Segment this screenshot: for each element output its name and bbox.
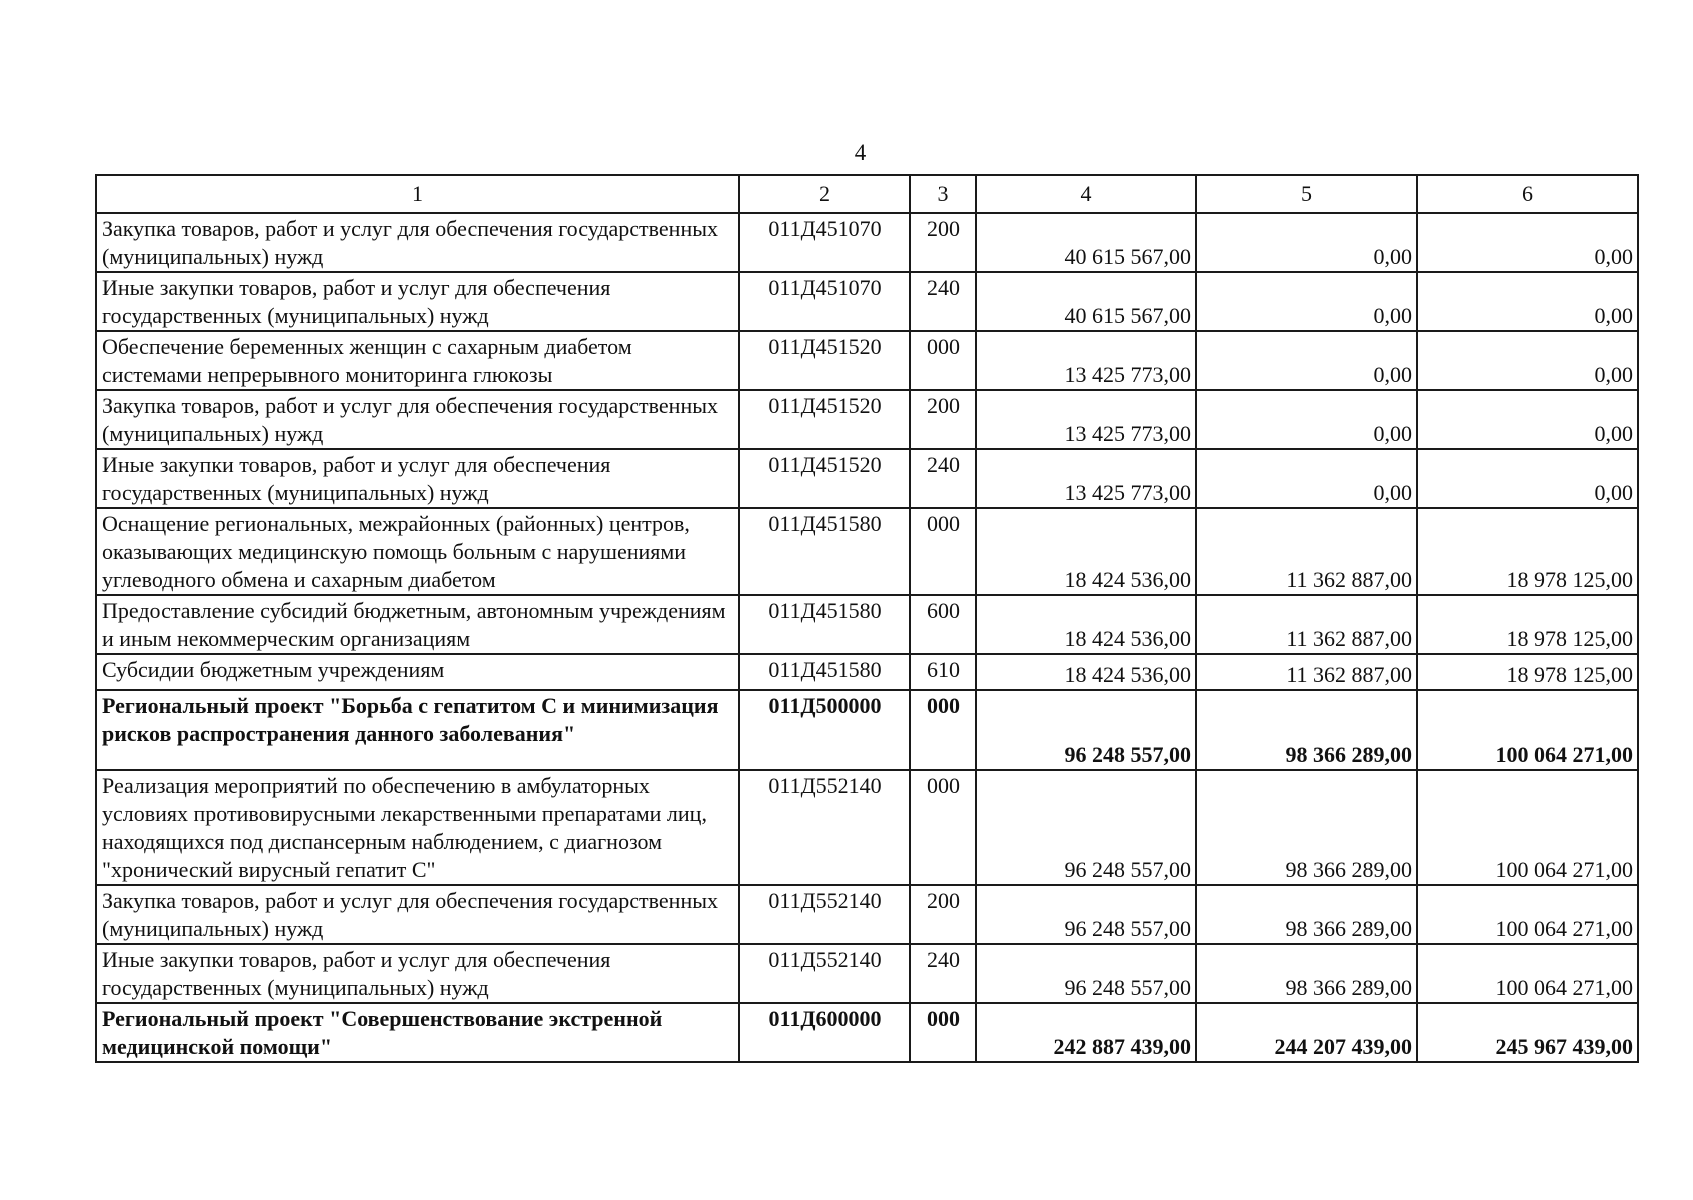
- row-expense-type: 000: [910, 690, 976, 770]
- row-expense-type: 600: [910, 595, 976, 654]
- row-amount-col4: 18 424 536,00: [976, 595, 1196, 654]
- row-name: Закупка товаров, работ и услуг для обеспечения государственных (муниципальных) нужд: [96, 213, 739, 272]
- row-code: 011Д500000: [739, 690, 910, 770]
- row-expense-type: 200: [910, 213, 976, 272]
- table-row: [96, 449, 1638, 508]
- header-cell-2: 2: [739, 175, 910, 213]
- row-amount-col6: 0,00: [1417, 213, 1638, 272]
- row-amount-col4: 13 425 773,00: [976, 449, 1196, 508]
- table-row: [96, 213, 1638, 272]
- row-expense-type: 200: [910, 390, 976, 449]
- row-code: 011Д552140: [739, 885, 910, 944]
- row-amount-col4: 18 424 536,00: [976, 654, 1196, 690]
- row-amount-col5: 0,00: [1196, 390, 1417, 449]
- row-amount-col5: 98 366 289,00: [1196, 770, 1417, 885]
- table-row: [96, 770, 1638, 885]
- row-amount-col4: 96 248 557,00: [976, 885, 1196, 944]
- row-amount-col5: 244 207 439,00: [1196, 1003, 1417, 1062]
- row-amount-col6: 0,00: [1417, 449, 1638, 508]
- row-name: Иные закупки товаров, работ и услуг для обеспечения государственных (муниципальных) нужд: [96, 272, 739, 331]
- table-row: [96, 690, 1638, 770]
- header-cell-1: 1: [96, 175, 739, 213]
- row-amount-col5: 11 362 887,00: [1196, 508, 1417, 595]
- row-code: 011Д451520: [739, 390, 910, 449]
- row-amount-col5: 98 366 289,00: [1196, 690, 1417, 770]
- row-amount-col6: 100 064 271,00: [1417, 690, 1638, 770]
- row-amount-col5: 11 362 887,00: [1196, 654, 1417, 690]
- row-expense-type: 000: [910, 770, 976, 885]
- row-code: 011Д552140: [739, 944, 910, 1003]
- row-code: 011Д451580: [739, 595, 910, 654]
- row-name: Обеспечение беременных женщин с сахарным диабетом системами непрерывного мониторинга глюкозы: [96, 331, 739, 390]
- table-row: [96, 654, 1638, 690]
- row-amount-col6: 18 978 125,00: [1417, 654, 1638, 690]
- row-amount-col4: 96 248 557,00: [976, 944, 1196, 1003]
- row-amount-col5: 98 366 289,00: [1196, 885, 1417, 944]
- row-amount-col6: 100 064 271,00: [1417, 944, 1638, 1003]
- row-amount-col4: 96 248 557,00: [976, 770, 1196, 885]
- row-amount-col6: 0,00: [1417, 272, 1638, 331]
- row-expense-type: 200: [910, 885, 976, 944]
- row-amount-col5: 0,00: [1196, 331, 1417, 390]
- row-code: 011Д451580: [739, 508, 910, 595]
- row-name: Оснащение региональных, межрайонных (районных) центров, оказывающих медицинскую помощь больным с нарушениями углеводного обмена и сахарным диабетом: [96, 508, 739, 595]
- row-amount-col5: 11 362 887,00: [1196, 595, 1417, 654]
- row-amount-col5: 0,00: [1196, 272, 1417, 331]
- row-expense-type: 610: [910, 654, 976, 690]
- header-cell-6: 6: [1417, 175, 1638, 213]
- row-amount-col4: 40 615 567,00: [976, 213, 1196, 272]
- page-number: 4: [854, 140, 867, 165]
- row-amount-col6: 18 978 125,00: [1417, 595, 1638, 654]
- row-expense-type: 000: [910, 331, 976, 390]
- header-row: [96, 175, 1638, 213]
- row-amount-col5: 98 366 289,00: [1196, 944, 1417, 1003]
- row-code: 011Д451520: [739, 331, 910, 390]
- budget-table: [95, 174, 1639, 1063]
- row-code: 011Д451070: [739, 272, 910, 331]
- row-amount-col6: 0,00: [1417, 331, 1638, 390]
- row-name: Иные закупки товаров, работ и услуг для обеспечения государственных (муниципальных) нужд: [96, 944, 739, 1003]
- row-amount-col4: 13 425 773,00: [976, 331, 1196, 390]
- row-name: Закупка товаров, работ и услуг для обеспечения государственных (муниципальных) нужд: [96, 885, 739, 944]
- table-row: [96, 885, 1638, 944]
- row-name: Региональный проект "Борьба с гепатитом С и минимизация рисков распространения данного заболевания": [96, 690, 739, 770]
- header-cell-4: 4: [976, 175, 1196, 213]
- row-name: Субсидии бюджетным учреждениям: [96, 654, 739, 690]
- row-amount-col6: 100 064 271,00: [1417, 885, 1638, 944]
- row-amount-col6: 245 967 439,00: [1417, 1003, 1638, 1062]
- header-cell-3: 3: [910, 175, 976, 213]
- table-row: [96, 272, 1638, 331]
- row-amount-col4: 18 424 536,00: [976, 508, 1196, 595]
- row-expense-type: 000: [910, 508, 976, 595]
- row-code: 011Д451070: [739, 213, 910, 272]
- header-cell-5: 5: [1196, 175, 1417, 213]
- row-amount-col6: 0,00: [1417, 390, 1638, 449]
- row-amount-col4: 96 248 557,00: [976, 690, 1196, 770]
- row-amount-col5: 0,00: [1196, 449, 1417, 508]
- table-body: [96, 175, 1638, 1062]
- table-row: [96, 508, 1638, 595]
- row-name: Реализация мероприятий по обеспечению в амбулаторных условиях противовирусными лекарственными препаратами лиц, находящихся под диспансерным наблюдением, с диагнозом "хронический вирусный гепатит С": [96, 770, 739, 885]
- table-row: [96, 390, 1638, 449]
- row-amount-col6: 18 978 125,00: [1417, 508, 1638, 595]
- row-code: 011Д451580: [739, 654, 910, 690]
- table-row: [96, 1003, 1638, 1062]
- row-name: Иные закупки товаров, работ и услуг для обеспечения государственных (муниципальных) нужд: [96, 449, 739, 508]
- row-amount-col4: 242 887 439,00: [976, 1003, 1196, 1062]
- row-expense-type: 000: [910, 1003, 976, 1062]
- row-name: Закупка товаров, работ и услуг для обеспечения государственных (муниципальных) нужд: [96, 390, 739, 449]
- row-amount-col4: 13 425 773,00: [976, 390, 1196, 449]
- row-name: Предоставление субсидий бюджетным, автономным учреждениям и иным некоммерческим организациям: [96, 595, 739, 654]
- row-expense-type: 240: [910, 944, 976, 1003]
- row-amount-col4: 40 615 567,00: [976, 272, 1196, 331]
- table-row: [96, 944, 1638, 1003]
- row-amount-col6: 100 064 271,00: [1417, 770, 1638, 885]
- row-expense-type: 240: [910, 449, 976, 508]
- table-row: [96, 331, 1638, 390]
- row-code: 011Д451520: [739, 449, 910, 508]
- row-code: 011Д600000: [739, 1003, 910, 1062]
- row-name: Региональный проект "Совершенствование экстренной медицинской помощи": [96, 1003, 739, 1062]
- row-code: 011Д552140: [739, 770, 910, 885]
- row-amount-col5: 0,00: [1196, 213, 1417, 272]
- table-row: [96, 595, 1638, 654]
- row-expense-type: 240: [910, 272, 976, 331]
